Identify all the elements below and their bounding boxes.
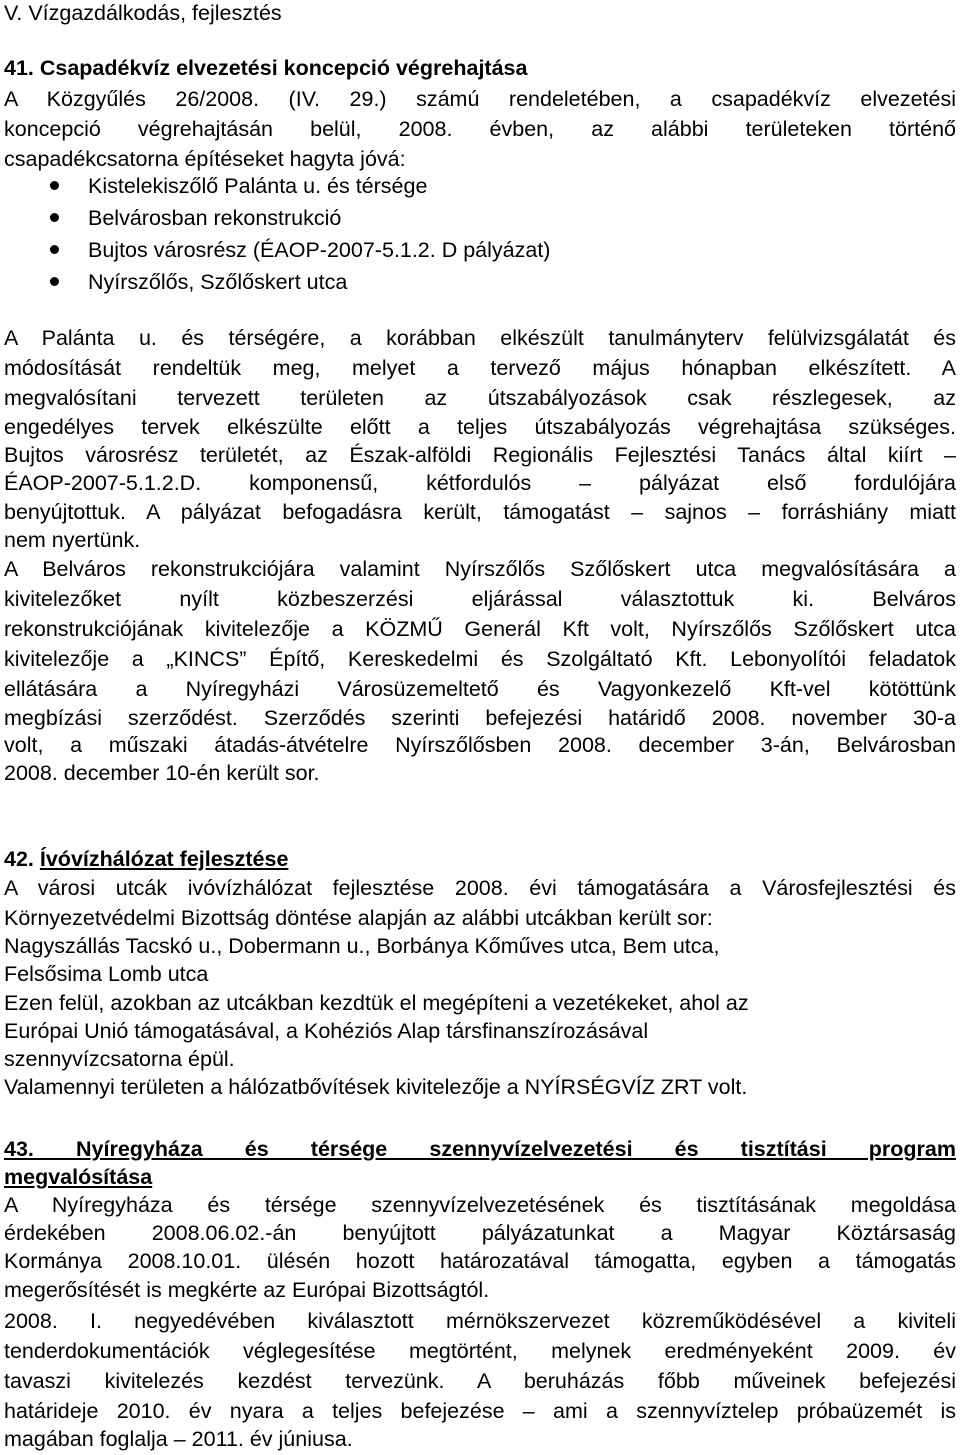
s41-body-line: benyújtottuk. A pályázat befogadásra került, támogatást – sajnos – forráshiány miatt xyxy=(4,500,956,524)
s43-body-line: megerősítését is megkérte az Európai Bizottságtól. xyxy=(4,1278,490,1302)
s41-body-line: kivitelezője a „KINCS” Építő, Kereskedelmi és Szolgáltató Kft. Lebonyolítói feladatok xyxy=(4,647,956,671)
s41-body-line: volt, a műszaki átadás-átvételre Nyírszőlősben 2008. december 3-án, Belvárosban xyxy=(4,733,956,757)
s43-body-line: magában foglalja – 2011. év júniusa. xyxy=(4,1427,353,1451)
s41-body-line: megvalósítani tervezett területen az útszabályozások csak részlegesek, az xyxy=(4,386,956,410)
s41-body-line: A Palánta u. és térségére, a korábban elkészült tanulmányterv felülvizsgálatát és xyxy=(4,326,956,350)
section-43-title-cont: megvalósítása xyxy=(4,1165,153,1189)
s43-body-line: Kormánya 2008.10.01. ülésén hozott határozatával támogatta, egyben a támogatás xyxy=(4,1249,956,1273)
s41-intro-line: A Közgyűlés 26/2008. (IV. 29.) számú rendeletében, a csapadékvíz elvezetési xyxy=(4,87,956,111)
s42-body-line: Környezetvédelmi Bizottság döntése alapján az alábbi utcákban került sor: xyxy=(4,906,713,930)
s41-bullet-item: Belvárosban rekonstrukció xyxy=(88,206,342,230)
s43-body-line: határideje 2010. év nyara a teljes befejezése – ami a szennyvíztelep próbaüzemét is xyxy=(4,1399,956,1423)
section-41-title: 41. Csapadékvíz elvezetési koncepció végrehajtása xyxy=(4,56,528,80)
s43-body-line: tenderdokumentációk véglegesítése megtörtént, melynek eredményeként 2009. év xyxy=(4,1339,956,1363)
s43-body-line: A Nyíregyháza és térsége szennyvízelvezetésének és tisztításának megoldása xyxy=(4,1193,956,1217)
s41-body-line: ÉAOP-2007-5.1.2.D. komponensű, kétfordulós – pályázat első fordulójára xyxy=(4,471,956,495)
s41-body-line: módosítását rendeltük meg, melyet a tervező május hónapban elkészített. A xyxy=(4,356,956,380)
chapter-heading: V. Vízgazdálkodás, fejlesztés xyxy=(4,1,282,25)
s41-intro-line: csapadékcsatorna építéseket hagyta jóvá: xyxy=(4,147,406,171)
s41-intro-line: koncepció végrehajtásán belül, 2008. évben, az alábbi területeken történő xyxy=(4,117,956,141)
bullet-icon xyxy=(50,213,59,222)
s41-body-line: A Belváros rekonstrukciójára valamint Nyírszőlős Szőlőskert utca megvalósítására a xyxy=(4,557,956,581)
s43-body-line: érdekében 2008.06.02.-án benyújtott pályázatunkat a Magyar Köztársaság xyxy=(4,1221,956,1245)
s42-body-line: Európai Unió támogatásával, a Kohéziós Alap társfinanszírozásával xyxy=(4,1019,649,1043)
s43-body-line: 2008. I. negyedévében kiválasztott mérnökszervezet közreműködésével a kiviteli xyxy=(4,1309,956,1333)
s41-body-line: engedélyes tervek elkészülte előtt a teljes útszabályozás végrehajtása szükséges. xyxy=(4,415,956,439)
s43-body-line: tavaszi kivitelezés kezdést tervezünk. A beruházás főbb műveinek befejezési xyxy=(4,1369,956,1393)
s42-body-line: Felsősima Lomb utca xyxy=(4,962,209,986)
section-43-title: 43. Nyíregyháza és térsége szennyvízelvezetési és tisztítási program xyxy=(4,1137,956,1161)
bullet-icon xyxy=(50,181,59,190)
s41-bullet-item: Kistelekiszőlő Palánta u. és térsége xyxy=(88,174,428,198)
s41-body-line: nem nyertünk. xyxy=(4,528,141,552)
s41-body-line: Bujtos városrész területét, az Észak-alföldi Regionális Fejlesztési Tanács által kiírt – xyxy=(4,443,956,467)
bullet-icon xyxy=(50,245,59,254)
s41-bullet-item: Nyírszőlős, Szőlőskert utca xyxy=(88,270,348,294)
s42-body-line: Nagyszállás Tacskó u., Dobermann u., Borbánya Kőműves utca, Bem utca, xyxy=(4,934,720,958)
s42-body-line: A városi utcák ivóvízhálózat fejlesztése 2008. évi támogatására a Városfejlesztési és xyxy=(4,876,956,900)
s42-body-line: Ezen felül, azokban az utcákban kezdtük el megépíteni a vezetékeket, ahol az xyxy=(4,991,749,1015)
s41-bullet-item: Bujtos városrész (ÉAOP-2007-5.1.2. D pályázat) xyxy=(88,238,551,262)
bullet-icon xyxy=(50,277,59,286)
s41-body-line: kivitelezőket nyílt közbeszerzési eljárással választottuk ki. Belváros xyxy=(4,587,956,611)
s41-body-line: 2008. december 10-én került sor. xyxy=(4,761,320,785)
section-42-title xyxy=(4,843,956,875)
s42-body-line: szennyvízcsatorna épül. xyxy=(4,1047,235,1071)
s42-body-line: Valamennyi területen a hálózatbővítések kivitelezője a NYÍRSÉGVÍZ ZRT volt. xyxy=(4,1075,748,1099)
s41-body-line: rekonstrukciójának kivitelezője a KÖZMŰ Generál Kft volt, Nyírszőlős Szőlőskert utca xyxy=(4,617,956,641)
section-42-title-text: Ívóvízhálózat fejlesztése xyxy=(39,847,289,871)
s41-body-line: ellátására a Nyíregyházi Városüzemeltető és Vagyonkezelő Kft-vel kötöttünk xyxy=(4,677,956,701)
section-42-number: 42. xyxy=(4,847,34,871)
s41-body-line: megbízási szerződést. Szerződés szerinti befejezési határidő 2008. november 30-a xyxy=(4,706,956,730)
